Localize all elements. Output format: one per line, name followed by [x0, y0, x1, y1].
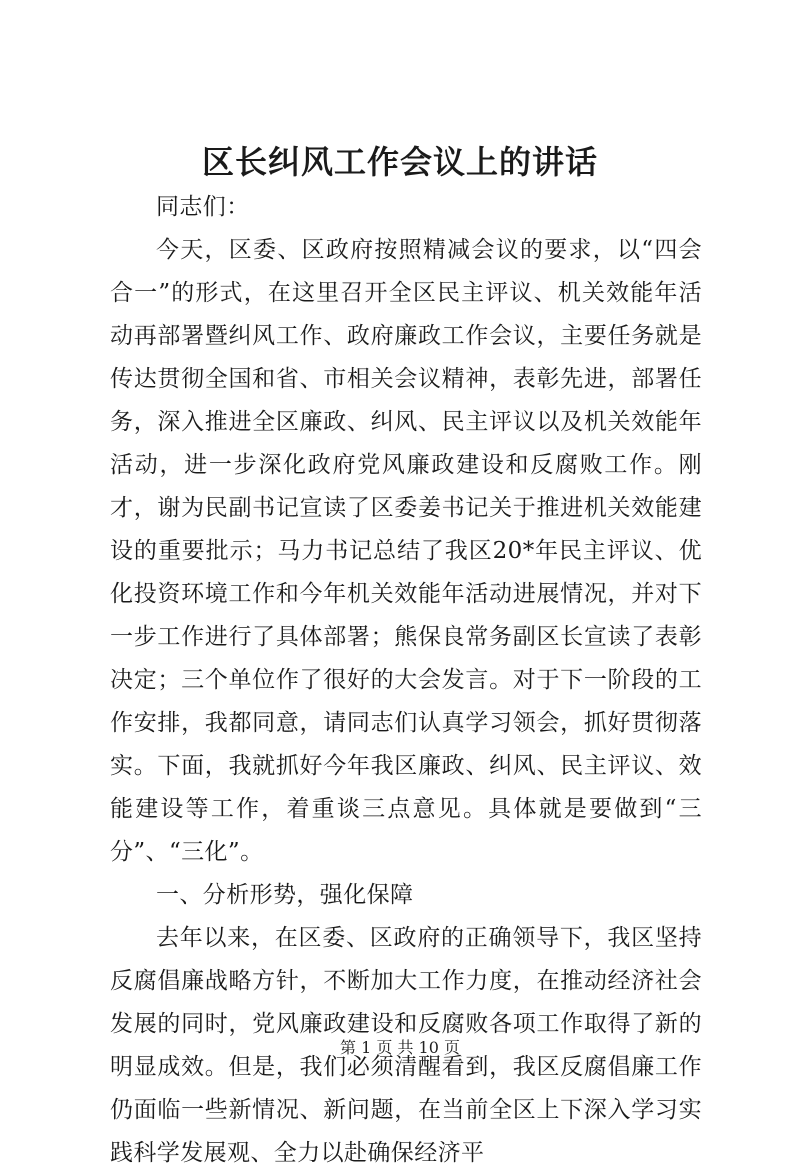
document-title: 区长纠风工作会议上的讲话 [201, 143, 598, 181]
section-paragraph: 去年以来，在区委、区政府的正确领导下，我区坚持反腐倡廉战略方针，不断加大工作力度，在推动经济社会发展的同时，党风廉政建设和反腐败各项工作取得了新的明显成效。但是，我们必须清醒看到，我区反腐倡廉工作仍面临一些新情况、新问题，在当前全区上下深入学习实践科学发展观、全力以赴确保经济平 [110, 925, 702, 1166]
opening-paragraph: 今天，区委、区政府按照精减会议的要求，以“四会合一”的形式，在这里召开全区民主评议、机关效能年活动再部署暨纠风工作、政府廉政工作会议，主要任务就是传达贯彻全国和省、市相关会议精神，表彰先进，部署任务，深入推进全区廉政、纠风、民主评议以及机关效能年活动，进一步深化政府党风廉政建设和反腐败工作。刚才，谢为民副书记宣读了区委姜书记关于推进机关效能建设的重要批示；马力书记总结了我区20*年民主评议、优化投资环境工作和今年机关效能年活动进展情况，并对下一步工作进行了具体部署；熊保良常务副区长宣读了表彰决定；三个单位作了很好的大会发言。对于下一阶段的工作安排，我都同意，请同志们认真学习领会，抓好贯彻落实。下面，我就抓好今年我区廉政、纠风、民主评议、效能建设等工作，着重谈三点意见。具体就是要做到“三分”、“三化”。 [110, 237, 702, 865]
document-body [110, 186, 702, 1175]
page-number-footer: 第 1 页 共 10 页 [340, 1038, 460, 1057]
salutation-paragraph: 同志们： [156, 194, 250, 220]
section-heading: 一、分析形势，强化保障 [156, 882, 414, 908]
